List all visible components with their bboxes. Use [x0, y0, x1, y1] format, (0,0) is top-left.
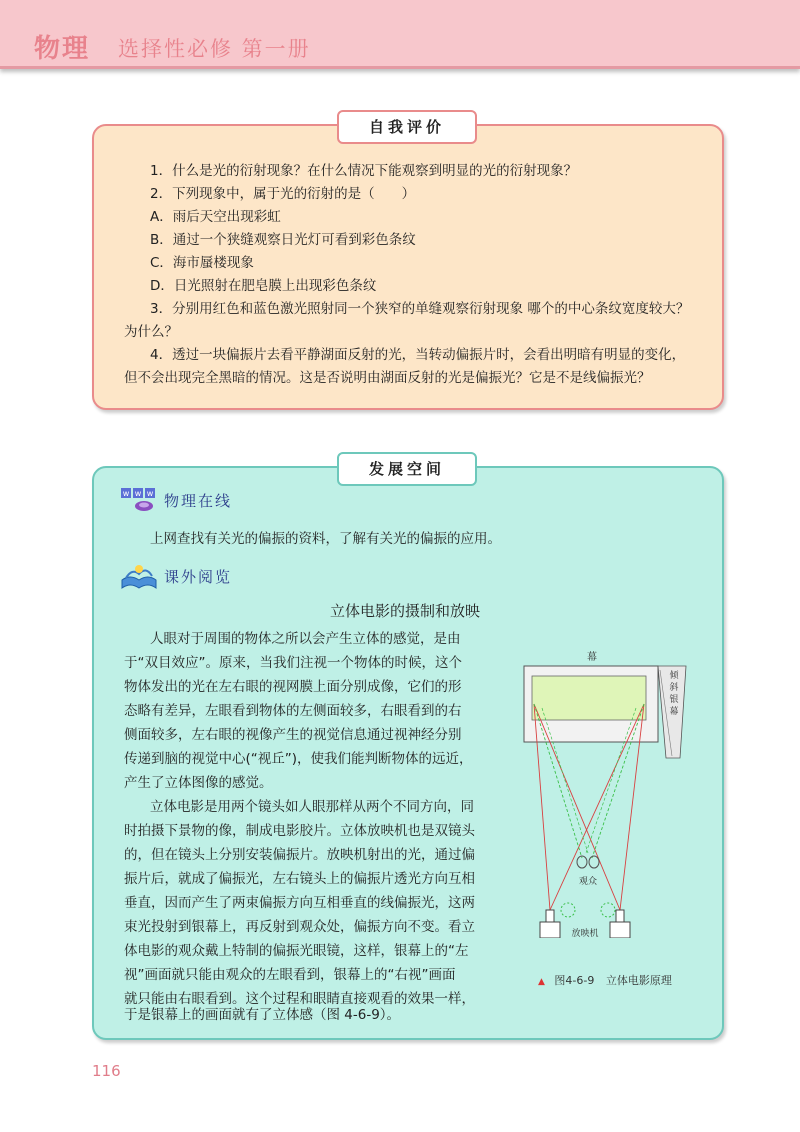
- book-title: 选择性必修 第一册: [118, 37, 311, 61]
- article-line: 垂直，因而产生了两束偏振方向互相垂直的线偏振光，这两: [124, 895, 475, 911]
- article-line: 振片后，就成了偏振光，左右镜头上的偏振片透光方向互相: [124, 871, 475, 887]
- polarizer-left-icon: [561, 903, 575, 917]
- open-book-icon: [118, 560, 160, 592]
- online-text: 上网查找有关光的偏振的资料，了解有关光的偏振的应用。: [150, 531, 501, 547]
- question-line: 2．下列现象中，属于光的衍射的是（ ）: [150, 186, 416, 202]
- article-line: 立体电影是用两个镜头如人眼那样从两个不同方向，同: [150, 799, 474, 815]
- question-line: 1．什么是光的衍射现象？在什么情况下能观察到明显的光的衍射现象？: [150, 163, 578, 179]
- screen-image: [532, 676, 646, 720]
- svg-text:w: w: [146, 489, 154, 498]
- tilted-label-1: 倾: [669, 671, 679, 681]
- projector-lens-left: [546, 910, 554, 922]
- page-number: 116: [92, 1062, 121, 1080]
- tilted-label-2: 斜: [669, 683, 679, 693]
- article-line: 侧面较多，左右眼的视像产生的视觉信息通过视神经分别: [124, 727, 462, 743]
- tilted-label-4: 幕: [669, 707, 679, 717]
- projector-label: 放映机: [571, 929, 599, 938]
- tilted-label-3: 银: [669, 695, 679, 705]
- article-line: 视”画面就只能由观众的左眼看到，银幕上的“右视”画面: [124, 967, 456, 983]
- stereo-projection-diagram: [522, 648, 700, 938]
- figure-caption: [538, 972, 672, 988]
- svg-text:w: w: [134, 489, 142, 498]
- screen-label: 幕: [587, 652, 597, 663]
- question-line: 3．分别用红色和蓝色激光照射同一个狭窄的单缝观察衍射现象 哪个的中心条纹宽度较大？: [150, 301, 690, 317]
- article-line: 束光投射到银幕上，再反射到观众处，偏振方向不变。看立: [124, 919, 475, 935]
- article-line: 的，但在镜头上分别安装偏振片。放映机射出的光，通过偏: [124, 847, 475, 863]
- article-line: 物体发出的光在左右眼的视网膜上面分别成像，它们的形: [124, 679, 462, 695]
- article-line: 体电影的观众戴上特制的偏振光眼镜，这样，银幕上的“左: [124, 943, 469, 959]
- projector-lens-right: [616, 910, 624, 922]
- question-line: 4．透过一块偏振片去看平静湖面反射的光，当转动偏振片时，会看出明暗有明显的变化，: [150, 347, 686, 363]
- article-line: 就只能由右眼看到。这个过程和眼睛直接观看的效果一样，: [124, 991, 475, 1007]
- development-tab: 发展空间: [337, 452, 477, 486]
- reading-title: 课外阅览: [164, 568, 233, 586]
- question-option: D．日光照射在肥皂膜上出现彩色条纹: [150, 278, 377, 294]
- audience-label: 观众: [578, 877, 598, 887]
- question-option: B．通过一个狭缝观察日光灯可看到彩色条纹: [150, 232, 416, 248]
- self-eval-tab: 自我评价: [337, 110, 477, 144]
- article-line: 人眼对于周围的物体之所以会产生立体的感觉，是由: [150, 631, 461, 647]
- question-line: 为什么？: [124, 324, 178, 340]
- svg-text:w: w: [122, 489, 130, 498]
- question-line: 但不会出现完全黑暗的情况。这是否说明由湖面反射的光是偏振光？它是不是线偏振光？: [124, 370, 651, 386]
- question-option: C．海市蜃楼现象: [150, 255, 254, 271]
- glasses-right-icon: [589, 856, 599, 868]
- subject-title: 物理: [34, 34, 91, 64]
- article-line: 于“双目效应”。原来，当我们注视一个物体的时候，这个: [124, 655, 462, 671]
- polarizer-right-icon: [601, 903, 615, 917]
- projector-body-right: [610, 922, 630, 938]
- caption-number: 图4-6-9: [554, 974, 595, 987]
- article-title: 立体电影的摄制和放映: [330, 602, 481, 620]
- header-banner: [0, 0, 800, 69]
- article-line: 时拍摄下景物的像，制成电影胶片。立体放映机也是双镜头: [124, 823, 475, 839]
- www-globe-icon: [120, 486, 160, 514]
- article-line: 传递到脑的视觉中心(“视丘”)，使我们能判断物体的远近，: [124, 751, 473, 767]
- article-line: 态略有差异，左眼看到物体的左侧面较多，右眼看到的右: [124, 703, 462, 719]
- caption-triangle-icon: ▲: [538, 977, 545, 987]
- question-option: A．雨后天空出现彩虹: [150, 209, 281, 225]
- online-title: 物理在线: [164, 492, 233, 510]
- projector-body-left: [540, 922, 560, 938]
- caption-text: 立体电影原理: [605, 974, 672, 987]
- article-line: 于是银幕上的画面就有了立体感（图 4-6-9）。: [124, 1007, 401, 1023]
- article-line: 产生了立体图像的感觉。: [124, 775, 273, 791]
